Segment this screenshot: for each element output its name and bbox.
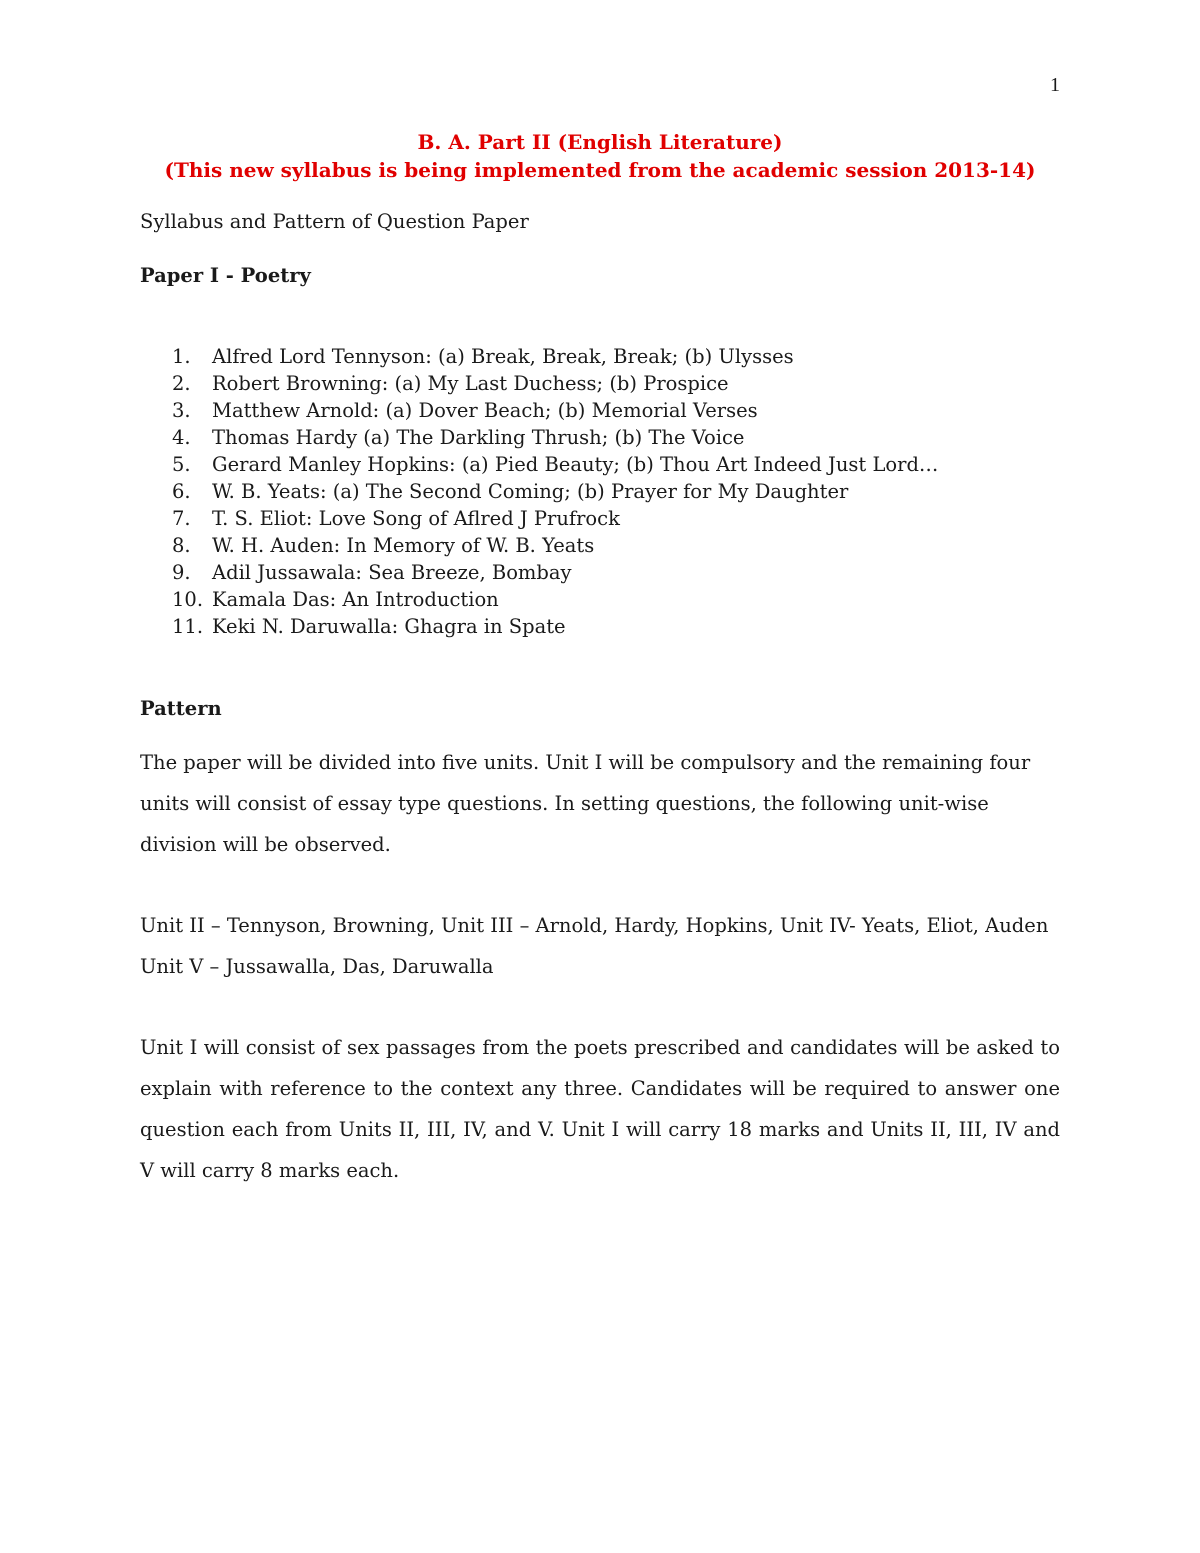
document-title: B. A. Part II (English Literature) [417, 130, 783, 154]
list-item-number: 11. [172, 615, 204, 638]
list-item-text: Matthew Arnold: (a) Dover Beach; (b) Memorial Verses [212, 399, 758, 422]
list-item-number: 10. [172, 588, 204, 611]
list-item-number: 3. [172, 399, 191, 422]
list-item [172, 507, 938, 534]
list-item [172, 615, 938, 642]
list-item-number: 5. [172, 453, 191, 476]
list-item-text: Keki N. Daruwalla: Ghagra in Spate [212, 615, 566, 638]
list-item [172, 480, 938, 507]
list-item [172, 453, 938, 480]
list-item [172, 399, 938, 426]
list-item [172, 426, 938, 453]
document-subtitle-note: (This new syllabus is being implemented from the academic session 2013-14) [164, 158, 1036, 182]
list-item-number: 7. [172, 507, 191, 530]
list-item-number: 8. [172, 534, 191, 557]
list-item-text: W. H. Auden: In Memory of W. B. Yeats [212, 534, 595, 557]
poem-list [172, 345, 938, 642]
list-item-text: Alfred Lord Tennyson: (a) Break, Break, Break; (b) Ulysses [212, 345, 794, 368]
list-item [172, 345, 938, 372]
list-item-number: 1. [172, 345, 191, 368]
paper-heading: Paper I - Poetry [140, 264, 311, 287]
list-item-text: Adil Jussawala: Sea Breeze, Bombay [212, 561, 572, 584]
list-item-text: Gerard Manley Hopkins: (a) Pied Beauty; (b) Thou Art Indeed Just Lord… [212, 453, 939, 476]
marks-paragraph: Unit I will consist of sex passages from the poets prescribed and candidates will be asked to explain with reference to the context any three. Candidates will be required to answer one question each from Units II, III, IV, and V. Unit I will carry 18 marks and Units II, III, IV and V will carry 8 marks each. [140, 1036, 1060, 1182]
list-item [172, 588, 938, 615]
list-item [172, 561, 938, 588]
list-item-text: W. B. Yeats: (a) The Second Coming; (b) Prayer for My Daughter [212, 480, 849, 503]
list-item-number: 2. [172, 372, 191, 395]
pattern-heading: Pattern [140, 697, 222, 720]
units-paragraph: Unit II – Tennyson, Browning, Unit III – Arnold, Hardy, Hopkins, Unit IV- Yeats, Eliot, Auden Unit V – Jussawalla, Das, Daruwalla [140, 914, 1049, 978]
list-item-number: 4. [172, 426, 191, 449]
syllabus-heading: Syllabus and Pattern of Question Paper [140, 210, 529, 233]
list-item-text: Kamala Das: An Introduction [212, 588, 499, 611]
list-item [172, 534, 938, 561]
list-item-text: Robert Browning: (a) My Last Duchess; (b) Prospice [212, 372, 729, 395]
page-number: 1 [1050, 74, 1060, 96]
pattern-paragraph: The paper will be divided into five units. Unit I will be compulsory and the remaining four units will consist of essay type questions. In setting questions, the following unit-wise division will be observed. [140, 751, 1031, 856]
list-item-text: T. S. Eliot: Love Song of Aflred J Prufrock [212, 507, 620, 530]
list-item-number: 9. [172, 561, 191, 584]
list-item-text: Thomas Hardy (a) The Darkling Thrush; (b) The Voice [212, 426, 745, 449]
list-item [172, 372, 938, 399]
list-item-number: 6. [172, 480, 191, 503]
